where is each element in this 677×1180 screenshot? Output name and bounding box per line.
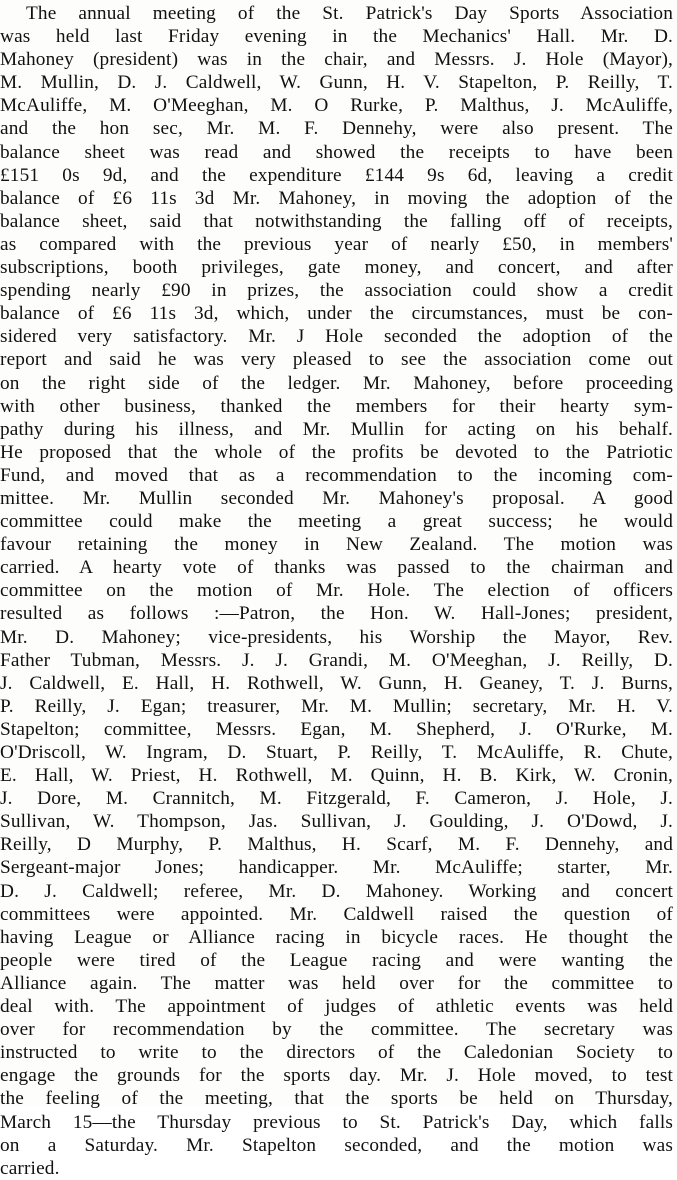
- article-line: as compared with the previous year of nearly £50, in members': [0, 233, 673, 255]
- article-line: Alliance again. The matter was held over for the committee to: [0, 972, 673, 994]
- article-line: Stapelton; committee, Messrs. Egan, M. Shepherd, J. O'Rurke, M.: [0, 718, 673, 740]
- article-line: J. Caldwell, E. Hall, H. Rothwell, W. Gunn, H. Geaney, T. J. Burns,: [0, 672, 673, 694]
- article-line: favour retaining the money in New Zealand. The motion was: [0, 534, 673, 556]
- article-line: J. Dore, M. Crannitch, M. Fitzgerald, F. Cameron, J. Hole, J.: [0, 788, 673, 810]
- article-line: with other business, thanked the members for their hearty sym-: [0, 395, 673, 417]
- article-line: subscriptions, booth privileges, gate money, and concert, and after: [0, 257, 673, 279]
- article-line: people were tired of the League racing and were wanting the: [0, 949, 673, 971]
- article-line: Reilly, D Murphy, P. Malthus, H. Scarf, M. F. Dennehy, and: [0, 834, 673, 856]
- article-line: instructed to write to the directors of the Caledonian Society to: [0, 1042, 673, 1064]
- article-line: pathy during his illness, and Mr. Mullin for acting on his behalf.: [0, 418, 673, 440]
- article-line: Sullivan, W. Thompson, Jas. Sullivan, J. Goulding, J. O'Dowd, J.: [0, 811, 673, 833]
- article-line: engage the grounds for the sports day. Mr. J. Hole moved, to test: [0, 1065, 673, 1087]
- article-line: M. Mullin, D. J. Caldwell, W. Gunn, H. V. Stapelton, P. Reilly, T.: [0, 72, 673, 94]
- article-line: over for recommendation by the committee. The secretary was: [0, 1019, 673, 1041]
- article-line: balance sheet, said that notwithstanding the falling off of receipts,: [0, 210, 673, 232]
- article-line: Mahoney (president) was in the chair, and Messrs. J. Hole (Mayor),: [0, 49, 673, 71]
- article-line: P. Reilly, J. Egan; treasurer, Mr. M. Mullin; secretary, Mr. H. V.: [0, 695, 673, 717]
- article-line: the feeling of the meeting, that the sports be held on Thursday,: [0, 1088, 673, 1110]
- article-line: carried. A hearty vote of thanks was passed to the chairman and: [0, 557, 673, 579]
- article-line: balance of £6 11s 3d, which, under the circumstances, must be con-: [0, 303, 673, 325]
- article-line: The annual meeting of the St. Patrick's Day Sports Association: [26, 3, 673, 24]
- article-line: having League or Alliance racing in bicycle races. He thought the: [0, 926, 673, 948]
- article-line: on the right side of the ledger. Mr. Mahoney, before proceeding: [0, 372, 673, 394]
- article-line: £151 0s 9d, and the expenditure £144 9s 6d, leaving a credit: [0, 164, 673, 186]
- article-line: carried.: [0, 1157, 60, 1179]
- article-line: report and said he was very pleased to see the association come out: [0, 349, 673, 371]
- article-line: was held last Friday evening in the Mechanics' Hall. Mr. D.: [0, 26, 673, 48]
- article-line: resulted as follows :—Patron, the Hon. W. Hall-Jones; president,: [0, 603, 673, 625]
- article-line: mittee. Mr. Mullin seconded Mr. Mahoney's proposal. A good: [0, 487, 673, 509]
- article-line: committee could make the meeting a great success; he would: [0, 511, 673, 533]
- article-line: Sergeant-major Jones; handicapper. Mr. McAuliffe; starter, Mr.: [0, 857, 673, 879]
- article-line: on a Saturday. Mr. Stapelton seconded, and the motion was: [0, 1134, 673, 1156]
- article-line: Fund, and moved that as a recommendation to the incoming com-: [0, 464, 673, 486]
- article-line: spending nearly £90 in prizes, the association could show a credit: [0, 280, 673, 302]
- article-line: deal with. The appointment of judges of athletic events was held: [0, 996, 673, 1018]
- article-line: Mr. D. Mahoney; vice-presidents, his Worship the Mayor, Rev.: [0, 626, 673, 648]
- article-line: O'Driscoll, W. Ingram, D. Stuart, P. Reilly, T. McAuliffe, R. Chute,: [0, 742, 673, 763]
- article-line: E. Hall, W. Priest, H. Rothwell, M. Quinn, H. B. Kirk, W. Cronin,: [0, 765, 673, 787]
- article-line: sidered very satisfactory. Mr. J Hole seconded the adoption of the: [0, 326, 673, 348]
- article-line: and the hon sec, Mr. M. F. Dennehy, were also present. The: [0, 118, 673, 140]
- article-line: D. J. Caldwell; referee, Mr. D. Mahoney. Working and concert: [0, 880, 673, 902]
- article-line: He proposed that the whole of the profits be devoted to the Patriotic: [0, 441, 673, 463]
- article-body: [0, 2, 673, 1180]
- article-line: McAuliffe, M. O'Meeghan, M. O Rurke, P. Malthus, J. McAuliffe,: [0, 95, 673, 117]
- article-line: committee on the motion of Mr. Hole. The election of officers: [0, 580, 673, 602]
- article-line: March 15—the Thursday previous to St. Patrick's Day, which falls: [0, 1111, 673, 1133]
- article-line: balance sheet was read and showed the receipts to have been: [0, 141, 673, 163]
- article-line: committees were appointed. Mr. Caldwell raised the question of: [0, 903, 673, 925]
- article-line: balance of £6 11s 3d Mr. Mahoney, in moving the adoption of the: [0, 187, 673, 209]
- article-line: Father Tubman, Messrs. J. J. Grandi, M. O'Meeghan, J. Reilly, D.: [0, 649, 673, 671]
